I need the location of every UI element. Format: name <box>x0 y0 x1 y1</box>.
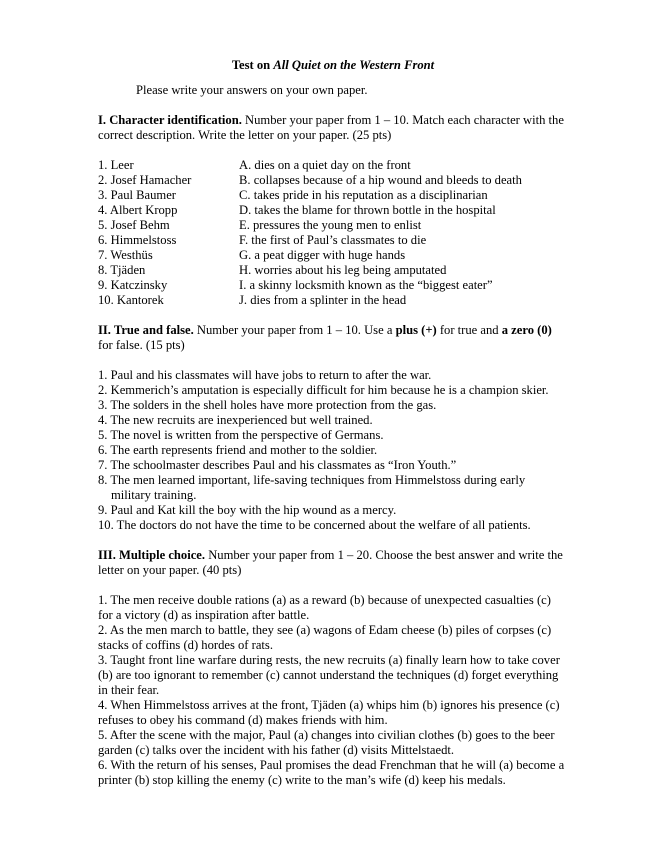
section2-heading: II. True and false. <box>98 323 194 337</box>
list-item: 3. The solders in the shell holes have more protection from the gas. <box>98 398 437 412</box>
character-item: 10. Kantorek <box>98 293 164 307</box>
list-item: 9. Paul and Kat kill the boy with the hip wound as a mercy. <box>98 503 397 517</box>
section2-text-a: Number your paper from 1 – 10. Use a <box>193 323 396 337</box>
description-item: E. pressures the young men to enlist <box>239 218 422 232</box>
document-page <box>98 58 568 788</box>
list-item: 1. Paul and his classmates will have jobs to return to after the war. <box>98 368 432 382</box>
list-item: 1. The men receive double rations (a) as a reward (b) because of unexpected casualties (c) for a victory (d) as inspiration after battle. <box>98 593 551 622</box>
description-item: D. takes the blame for thrown bottle in the hospital <box>239 203 496 217</box>
instructions: Please write your answers on your own paper. <box>136 83 368 97</box>
section1-heading-block <box>98 113 568 143</box>
section2-zero: a zero (0) <box>501 323 552 337</box>
character-item: 2. Josef Hamacher <box>98 173 192 187</box>
page-title <box>98 58 568 73</box>
list-item: 2. As the men march to battle, they see (a) wagons of Edam cheese (b) piles of corpses (c) stacks of coffins (d) hordes of rats. <box>98 623 552 652</box>
list-item: 7. The schoolmaster describes Paul and his classmates as “Iron Youth.” <box>98 458 457 472</box>
character-item: 9. Katczinsky <box>98 278 168 292</box>
description-item: A. dies on a quiet day on the front <box>239 158 411 172</box>
character-item: 5. Josef Behm <box>98 218 170 232</box>
section3-heading: III. Multiple choice. <box>98 548 206 562</box>
character-item: 6. Himmelstoss <box>98 233 177 247</box>
title-prefix: Test on <box>231 58 274 72</box>
description-item: H. worries about his leg being amputated <box>239 263 447 277</box>
list-item: 4. When Himmelstoss arrives at the front, Tjäden (a) whips him (b) ignores his presence (c) refuses to obey his command (d) makes friends with him. <box>98 698 560 727</box>
section2-text-b: for true and <box>436 323 502 337</box>
multiple-choice-list <box>98 593 568 788</box>
character-item: 7. Westhüs <box>98 248 153 262</box>
list-item: 5. After the scene with the major, Paul (a) changes into civilian clothes (b) goes to the beer garden (c) talks over the incident with his father (d) visits Mittelstaedt. <box>98 728 555 757</box>
description-item: C. takes pride in his reputation as a disciplinarian <box>239 188 488 202</box>
section1-instructions: Number your paper from 1 – 10. Match each character with the correct description. Write the letter on your paper. (25 pts) <box>98 113 564 142</box>
true-false-list <box>98 368 568 533</box>
description-item: B. collapses because of a hip wound and bleeds to death <box>239 173 522 187</box>
section3-instructions: Number your paper from 1 – 20. Choose the best answer and write the letter on your paper. (40 pts) <box>98 548 563 577</box>
title-book-name: All Quiet on the Western Front <box>273 58 435 72</box>
description-item: F. the first of Paul’s classmates to die <box>239 233 427 247</box>
list-item: 10. The doctors do not have the time to be concerned about the welfare of all patients. <box>98 518 531 532</box>
character-item: 1. Leer <box>98 158 134 172</box>
list-item: 6. With the return of his senses, Paul promises the dead Frenchman that he will (a) become a printer (b) stop killing the enemy (c) write to the man’s wife (d) keep his medals. <box>98 758 565 787</box>
list-item: 8. The men learned important, life-saving techniques from Himmelstoss during early military training. <box>98 473 526 502</box>
character-item: 4. Albert Kropp <box>98 203 178 217</box>
description-item: G. a peat digger with huge hands <box>239 248 406 262</box>
list-item: 4. The new recruits are inexperienced but well trained. <box>98 413 373 427</box>
section3-heading-block <box>98 548 568 578</box>
description-item: J. dies from a splinter in the head <box>239 293 407 307</box>
character-item: 8. Tjäden <box>98 263 146 277</box>
list-item: 3. Taught front line warfare during rests, the new recruits (a) finally learn how to take cover (b) are too ignorant to remember (c) cannot understand the techniques (d) forget everything in their fear. <box>98 653 560 697</box>
section2-heading-block <box>98 323 568 353</box>
section2-text-c: for false. (15 pts) <box>98 338 185 352</box>
matching-list <box>98 158 568 308</box>
character-item: 3. Paul Baumer <box>98 188 176 202</box>
list-item: 6. The earth represents friend and mother to the soldier. <box>98 443 378 457</box>
list-item: 5. The novel is written from the perspective of Germans. <box>98 428 384 442</box>
section2-plus: plus (+) <box>395 323 437 337</box>
list-item: 2. Kemmerich’s amputation is especially difficult for him because he is a champion skier. <box>98 383 549 397</box>
section1-heading: I. Character identification. <box>98 113 242 127</box>
description-item: I. a skinny locksmith known as the “biggest eater” <box>239 278 493 292</box>
